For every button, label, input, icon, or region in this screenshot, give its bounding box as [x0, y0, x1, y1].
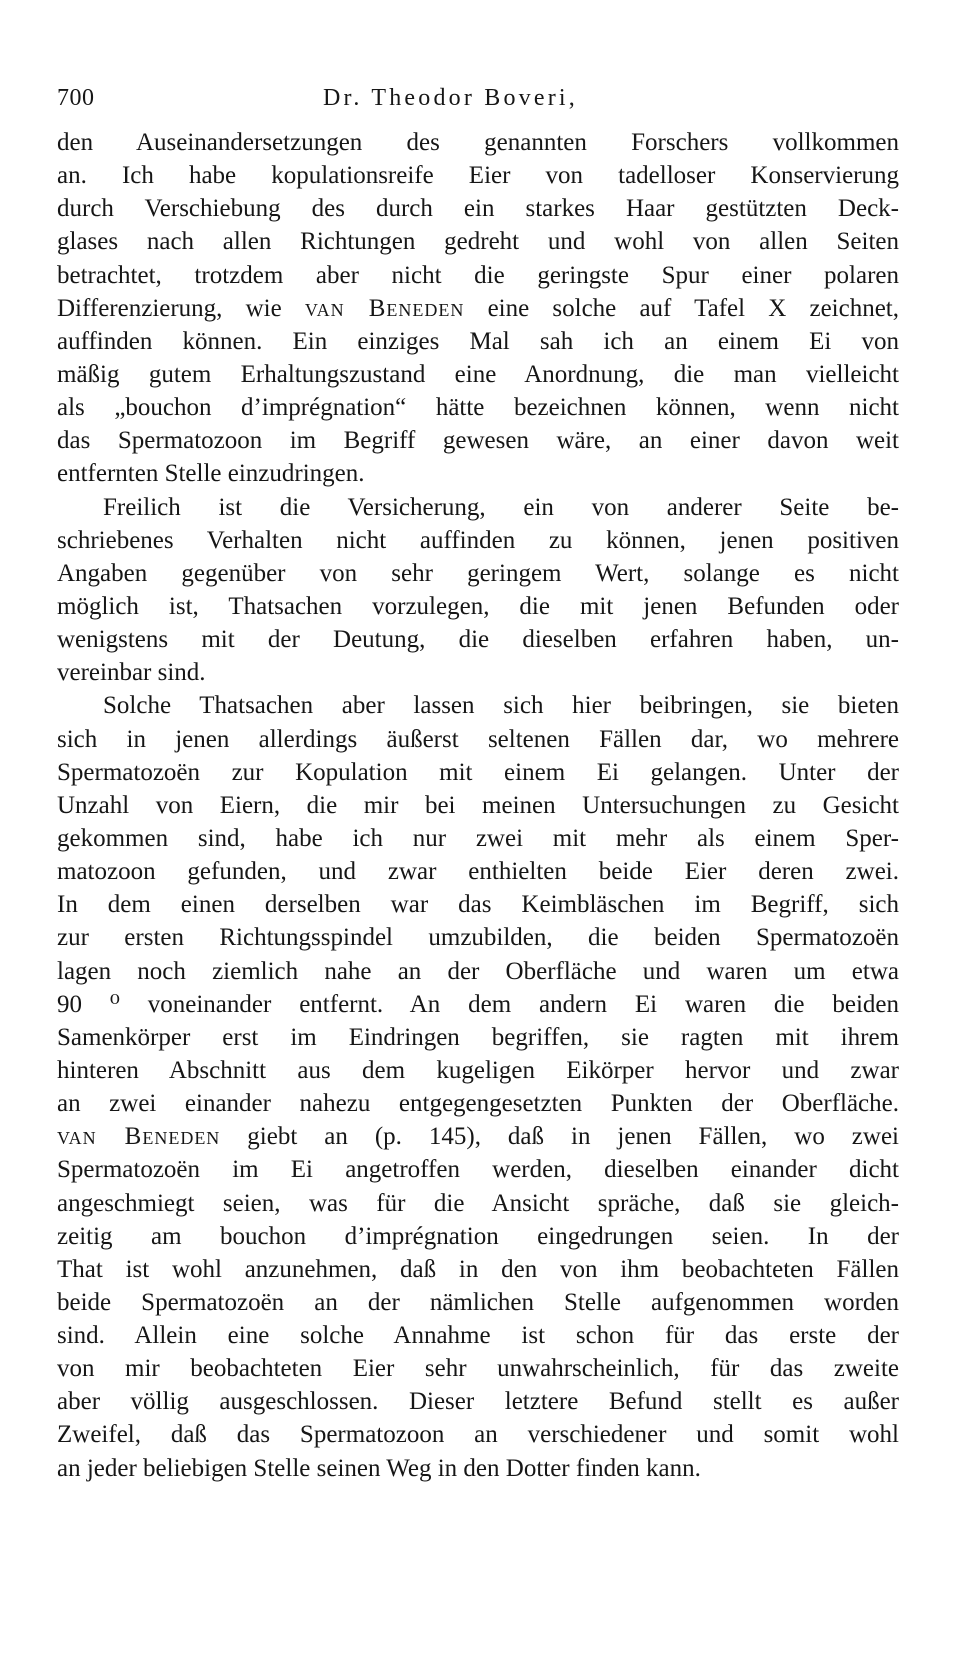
text-line: den Auseinandersetzungen des genannten Forschers vollkommen — [57, 129, 899, 156]
text-line: aber völlig ausgeschlossen. Dieser letztere Befund stellt es außer — [57, 1388, 899, 1416]
text-line: Samenkörper erst im Eindringen begriffen, sie ragten mit ihrem — [57, 1023, 899, 1051]
running-title: Dr. Theodor Boveri, — [323, 85, 578, 111]
text-line: Zweifel, daß das Spermatozoon an verschiedener und somit wohl — [57, 1421, 899, 1449]
text-line: Angaben gegenüber von sehr geringem Wert, solange es nicht — [57, 559, 899, 587]
body-text — [57, 126, 899, 1485]
text-line: Unzahl von Eiern, die mir bei meinen Untersuchungen zu Gesicht — [57, 791, 899, 819]
running-head — [57, 78, 899, 118]
text-line: beide Spermatozoën an der nämlichen Stelle aufgenommen worden — [57, 1288, 899, 1316]
text-line: glases nach allen Richtungen gedreht und wohl von allen Seiten — [57, 228, 899, 256]
text-line: matozoon gefunden, und zwar enthielten beide Eier deren zwei. — [57, 858, 899, 886]
text-line: lagen noch ziemlich nahe an der Oberfläche und waren um etwa — [57, 957, 899, 985]
text-line: 90 ⁰ voneinander entfernt. An dem andern Ei waren die beiden — [57, 990, 899, 1018]
text-line: van Beneden giebt an (p. 145), daß in jenen Fällen, wo zwei — [57, 1123, 899, 1151]
text-line: als „bouchon d’imprégnation“ hätte bezeichnen können, wenn nicht — [57, 394, 899, 422]
text-line: zur ersten Richtungsspindel umzubilden, die beiden Spermatozoën — [57, 924, 899, 952]
text-line: vereinbar sind. — [57, 659, 206, 687]
text-line: Spermatozoën zur Kopulation mit einem Ei gelangen. Unter der — [57, 758, 899, 786]
author-name: van Beneden — [57, 1123, 221, 1151]
text-line: entfernten Stelle einzudringen. — [57, 460, 365, 488]
text-line: an jeder beliebigen Stelle seinen Weg in den Dotter finden kann. — [57, 1454, 701, 1482]
text-line: In dem einen derselben war das Keimbläschen im Begriff, sich — [57, 891, 899, 919]
text-line: an. Ich habe kopulationsreife Eier von tadelloser Konservierung — [57, 162, 899, 190]
text-line: Freilich ist die Versicherung, ein von anderer Seite be- — [103, 493, 899, 521]
text-line: Solche Thatsachen aber lassen sich hier beibringen, sie bieten — [103, 692, 899, 720]
text-line: mäßig gutem Erhaltungszustand eine Anordnung, die man vielleicht — [57, 360, 899, 388]
text-line: wenigstens mit der Deutung, die dieselben erfahren haben, un- — [57, 626, 899, 654]
text-line: gekommen sind, habe ich nur zwei mit mehr als einem Sper- — [57, 824, 899, 852]
text-line: möglich ist, Thatsachen vorzulegen, die mit jenen Befunden oder — [57, 592, 899, 620]
text-line: That ist wohl anzunehmen, daß in den von ihm beobachteten Fällen — [57, 1255, 899, 1283]
text-line: zeitig am bouchon d’imprégnation eingedrungen seien. In der — [57, 1222, 899, 1250]
text-line: Spermatozoën im Ei angetroffen werden, dieselben einander dicht — [57, 1156, 899, 1184]
text-line: auffinden können. Ein einziges Mal sah ich an einem Ei von — [57, 327, 899, 355]
text-line: an zwei einander nahezu entgegengesetzten Punkten der Oberfläche. — [57, 1090, 899, 1118]
text-line: durch Verschiebung des durch ein starkes Haar gestützten Deck- — [57, 195, 899, 223]
text-line: angeschmiegt seien, was für die Ansicht spräche, daß sie gleich- — [57, 1189, 899, 1217]
text-line: das Spermatozoon im Begriff gewesen wäre, an einer davon weit — [57, 427, 899, 455]
book-page — [57, 78, 899, 1485]
text-line: schriebenes Verhalten nicht auffinden zu können, jenen positiven — [57, 526, 899, 554]
author-name: van Beneden — [304, 294, 465, 322]
text-line: Differenzierung, wie van Beneden eine solche auf Tafel X zeichnet, — [57, 294, 900, 322]
text-line: hinteren Abschnitt aus dem kugeligen Eikörper hervor und zwar — [57, 1056, 899, 1084]
page-number: 700 — [57, 85, 95, 111]
text-line: von mir beobachteten Eier sehr unwahrscheinlich, für das zweite — [57, 1355, 899, 1383]
text-line: sind. Allein eine solche Annahme ist schon für das erste der — [57, 1322, 899, 1350]
text-line: sich in jenen allerdings äußerst seltenen Fällen dar, wo mehrere — [57, 725, 899, 753]
text-line: betrachtet, trotzdem aber nicht die geringste Spur einer polaren — [57, 261, 899, 289]
